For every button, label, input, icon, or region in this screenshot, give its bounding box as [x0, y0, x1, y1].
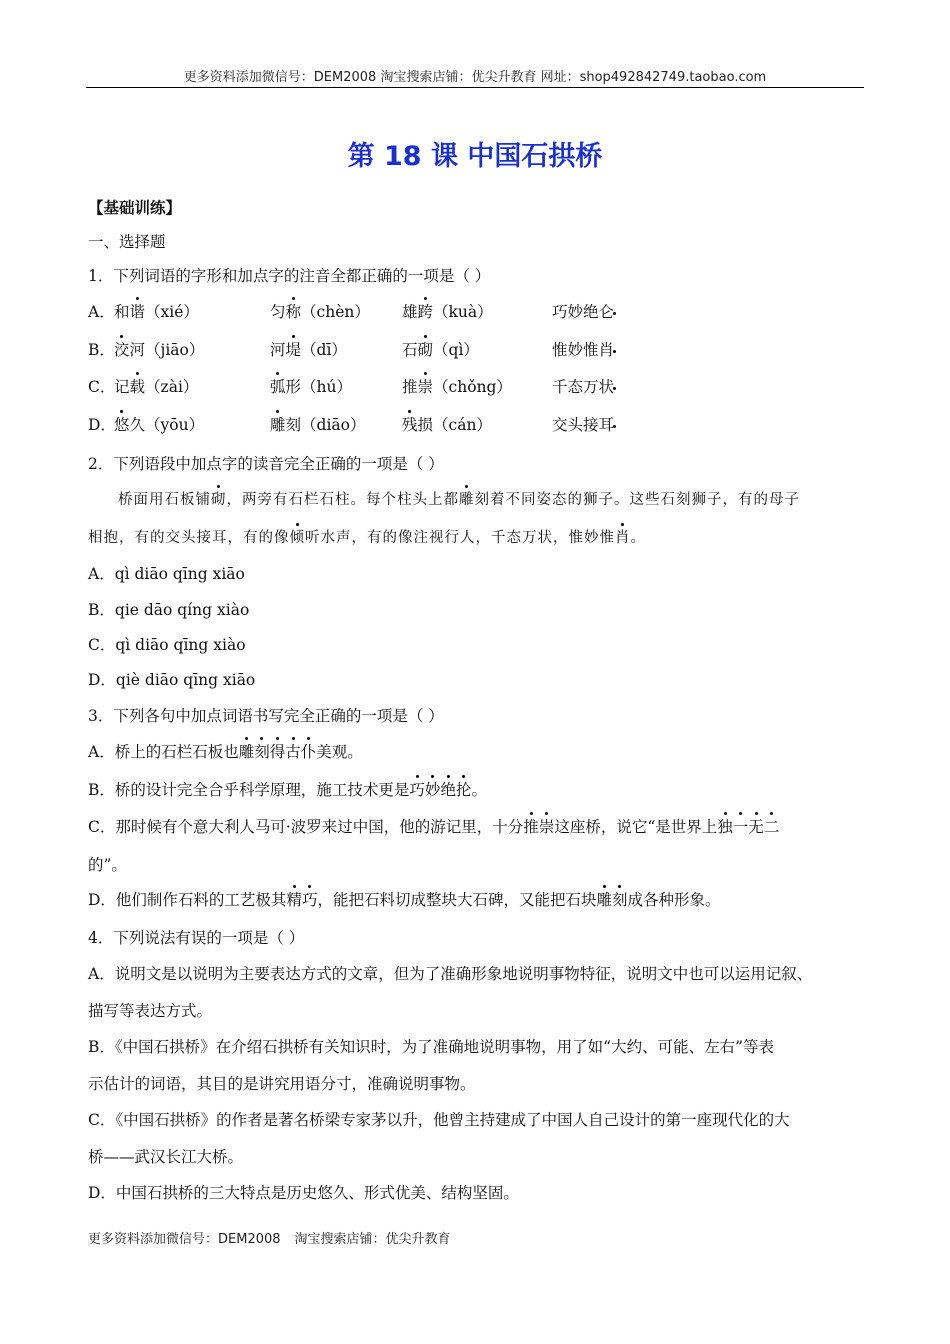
q4-option-b-cont: 示估计的词语，其目的是讲究用语分寸，准确说明事物。 — [88, 1075, 476, 1093]
item-text: 石 — [402, 341, 418, 359]
dotted-char: 一 — [732, 818, 749, 836]
q1-option-item — [402, 302, 493, 322]
passage-text: 桥面用石板铺 — [118, 492, 211, 508]
item-text: 惟妙惟肖 — [552, 341, 615, 359]
dotted-char: 抡 — [455, 781, 472, 799]
q1-option-item — [552, 415, 614, 435]
passage-line-2 — [88, 528, 646, 548]
dotted-char: 谐 — [129, 303, 146, 321]
item-text: 刻（diāo） — [285, 416, 366, 434]
option-text: 。 — [471, 781, 487, 799]
dotted-char: 刻 — [254, 743, 270, 761]
passage-text: 。 — [630, 530, 646, 546]
item-text: 和 — [114, 303, 130, 321]
item-text: 记 — [114, 378, 130, 396]
passage-text: 相抱，有的交头接耳，有的像 — [88, 530, 290, 546]
dotted-word — [596, 891, 627, 909]
dotted-char: 崇 — [417, 378, 434, 396]
dotted-char: 砌 — [211, 492, 227, 508]
q1-option-item — [402, 340, 479, 360]
q1-option-label: B． — [88, 341, 115, 359]
item-text: （chǒng） — [433, 378, 512, 396]
q4-option-c: C．《中国石拱桥》的作者是著名桥梁专家茅以升，他曾主持建成了中国人自己设计的第一座现代化的大 — [88, 1111, 790, 1129]
dotted-char: 弧 — [270, 378, 286, 396]
q1-option-item — [270, 415, 365, 435]
question-3-stem: 3．下列各句中加点词语书写完全正确的一项是（ ） — [88, 707, 444, 725]
question-1-stem: 1．下列词语的字形和加点字的注音全都正确的一项是（ ） — [88, 267, 491, 285]
q3-option-b — [88, 780, 487, 800]
q3-option-d — [88, 890, 721, 910]
header-divider — [86, 87, 864, 88]
dotted-char: 肖 — [615, 530, 631, 546]
item-text: 久（yōu） — [129, 416, 205, 434]
dotted-char: 仆 — [300, 743, 317, 761]
item-text: 形（hú） — [285, 378, 352, 396]
q1-option-label: C． — [88, 378, 116, 396]
q1-option-item — [270, 377, 352, 397]
dotted-word — [523, 818, 554, 836]
option-text: 美观。 — [316, 743, 363, 761]
dotted-word — [717, 818, 779, 836]
option-text: C．那时候有个意大利人马可·波罗来过中国，他的游记里，十分 — [88, 818, 524, 836]
dotted-char: 绝 — [440, 781, 456, 799]
q1-option-item — [552, 377, 614, 397]
item-text: 交头接耳 — [552, 416, 615, 434]
item-text: （xié） — [145, 303, 199, 321]
option-text: 成各种形象。 — [627, 891, 721, 909]
q1-option-item — [270, 302, 370, 322]
q4-option-a: A．说明文是以说明为主要表达方式的文章，但为了准确形象地说明事物特征，说明文中也可以运用记叙、 — [88, 965, 813, 983]
dotted-char: 得 — [269, 743, 286, 761]
passage-text: ，两旁有石栏石柱。每个柱头上都 — [226, 492, 459, 508]
option-text: A．桥上的石栏石板也 — [88, 743, 239, 761]
dotted-char: 悠 — [114, 416, 130, 434]
dotted-char: 刻 — [612, 891, 628, 909]
dotted-char: 雕 — [459, 492, 475, 508]
question-2-stem: 2．下列语段中加点字的读音完全正确的一项是（ ） — [88, 455, 444, 473]
q1-option-item — [114, 415, 204, 435]
option-text: 这座桥，说它“是世界上 — [554, 818, 718, 836]
q3-option-c — [88, 817, 779, 837]
item-text: 河（jiāo） — [129, 341, 205, 359]
q1-option-item — [402, 377, 512, 397]
q1-option-item — [114, 377, 198, 397]
q1-option-item — [114, 302, 199, 322]
dotted-char: 巧 — [409, 781, 425, 799]
dotted-char: 古 — [285, 743, 301, 761]
part-heading: 一、选择题 — [88, 233, 166, 251]
question-4-stem: 4．下列说法有误的一项是（ ） — [88, 929, 305, 947]
dotted-char: 精 — [286, 891, 302, 909]
q1-option-item — [552, 302, 614, 322]
dotted-word — [409, 781, 471, 799]
footer-shop: 淘宝搜索店铺：优尖升教育 — [294, 1232, 451, 1247]
item-text: 匀 — [270, 303, 286, 321]
item-text: （qì） — [433, 341, 479, 359]
dotted-char: 崇 — [538, 818, 555, 836]
dotted-char: 妙 — [424, 781, 441, 799]
option-text: ，能把石料切成整块大石碑，又能把石块 — [317, 891, 597, 909]
dotted-char: 雕 — [238, 743, 255, 761]
item-text: 推 — [402, 378, 418, 396]
dotted-char: 雕 — [596, 891, 612, 909]
q2-option-c: C．qì diāo qīng xiào — [88, 636, 246, 654]
page-header: 更多资料添加微信号：DEM2008 淘宝搜索店铺：优尖升教育 网址：shop492842749.taobao.com — [183, 70, 767, 85]
item-text: （chèn） — [301, 303, 370, 321]
passage-line-1 — [118, 490, 800, 510]
q2-option-a: A．qì diāo qīng xiāo — [88, 565, 245, 583]
q1-option-label: D． — [88, 416, 116, 434]
item-text: 损（cán） — [417, 416, 492, 434]
option-text: D．他们制作石料的工艺极其 — [88, 891, 287, 909]
q1-option-item — [552, 340, 614, 360]
dotted-char: 二 — [763, 818, 780, 836]
dotted-char: 推 — [523, 818, 539, 836]
item-text: 巧妙绝仑 — [552, 303, 615, 321]
q1-option-item — [402, 415, 492, 435]
footer-wechat: 更多资料添加微信号：DEM2008 — [88, 1232, 281, 1247]
dotted-word — [286, 891, 317, 909]
lesson-title: 第 18 课 中国石拱桥 — [347, 141, 603, 172]
q1-option-item — [270, 340, 347, 360]
dotted-char: 跨 — [417, 303, 434, 321]
q4-option-c-cont: 桥——武汉长江大桥。 — [88, 1148, 244, 1166]
q1-option-item — [114, 340, 204, 360]
section-heading: 【基础训练】 — [88, 199, 182, 217]
q3-option-c-cont: 的”。 — [88, 856, 127, 874]
item-text: （kuà） — [433, 303, 493, 321]
dotted-char: 残 — [402, 416, 418, 434]
page-footer — [88, 1228, 465, 1247]
passage-text: 听水声，有的像注视行人，千态万状，惟妙惟 — [305, 530, 615, 546]
q4-option-a-cont: 描写等表达方式。 — [88, 1002, 213, 1020]
dotted-char: 倾 — [289, 530, 305, 546]
item-text: 千态万状 — [552, 378, 615, 396]
dotted-char: 独 — [717, 818, 733, 836]
dotted-char: 载 — [129, 378, 146, 396]
q3-option-a — [88, 742, 363, 762]
dotted-char: 砌 — [417, 341, 434, 359]
item-text: 雄 — [402, 303, 418, 321]
q4-option-d: D．中国石拱桥的三大特点是历史悠久、形式优美、结构坚固。 — [88, 1184, 519, 1202]
dotted-char: 洨 — [114, 341, 130, 359]
dotted-char: 雕 — [270, 416, 286, 434]
option-text: B．桥的设计完全合乎科学原理，施工技术更是 — [88, 781, 410, 799]
dotted-char: 称 — [285, 303, 302, 321]
dotted-word — [239, 743, 317, 761]
q2-option-b: B．qie dāo qíng xiào — [88, 601, 250, 619]
dotted-char: 巧 — [301, 891, 318, 909]
q1-option-label: A． — [88, 303, 115, 321]
dotted-char: 无 — [748, 818, 764, 836]
item-text: （zài） — [145, 378, 199, 396]
q2-option-d: D．qiè diāo qīng xiāo — [88, 671, 256, 689]
item-text: 河 — [270, 341, 286, 359]
passage-text: 刻着不同姿态的狮子。这些石刻狮子，有的母子 — [474, 492, 800, 508]
item-text: （dī） — [301, 341, 347, 359]
dotted-char: 堤 — [285, 341, 302, 359]
q4-option-b: B．《中国石拱桥》在介绍石拱桥有关知识时，为了准确地说明事物，用了如“大约、可能、左右”等表 — [88, 1038, 774, 1056]
